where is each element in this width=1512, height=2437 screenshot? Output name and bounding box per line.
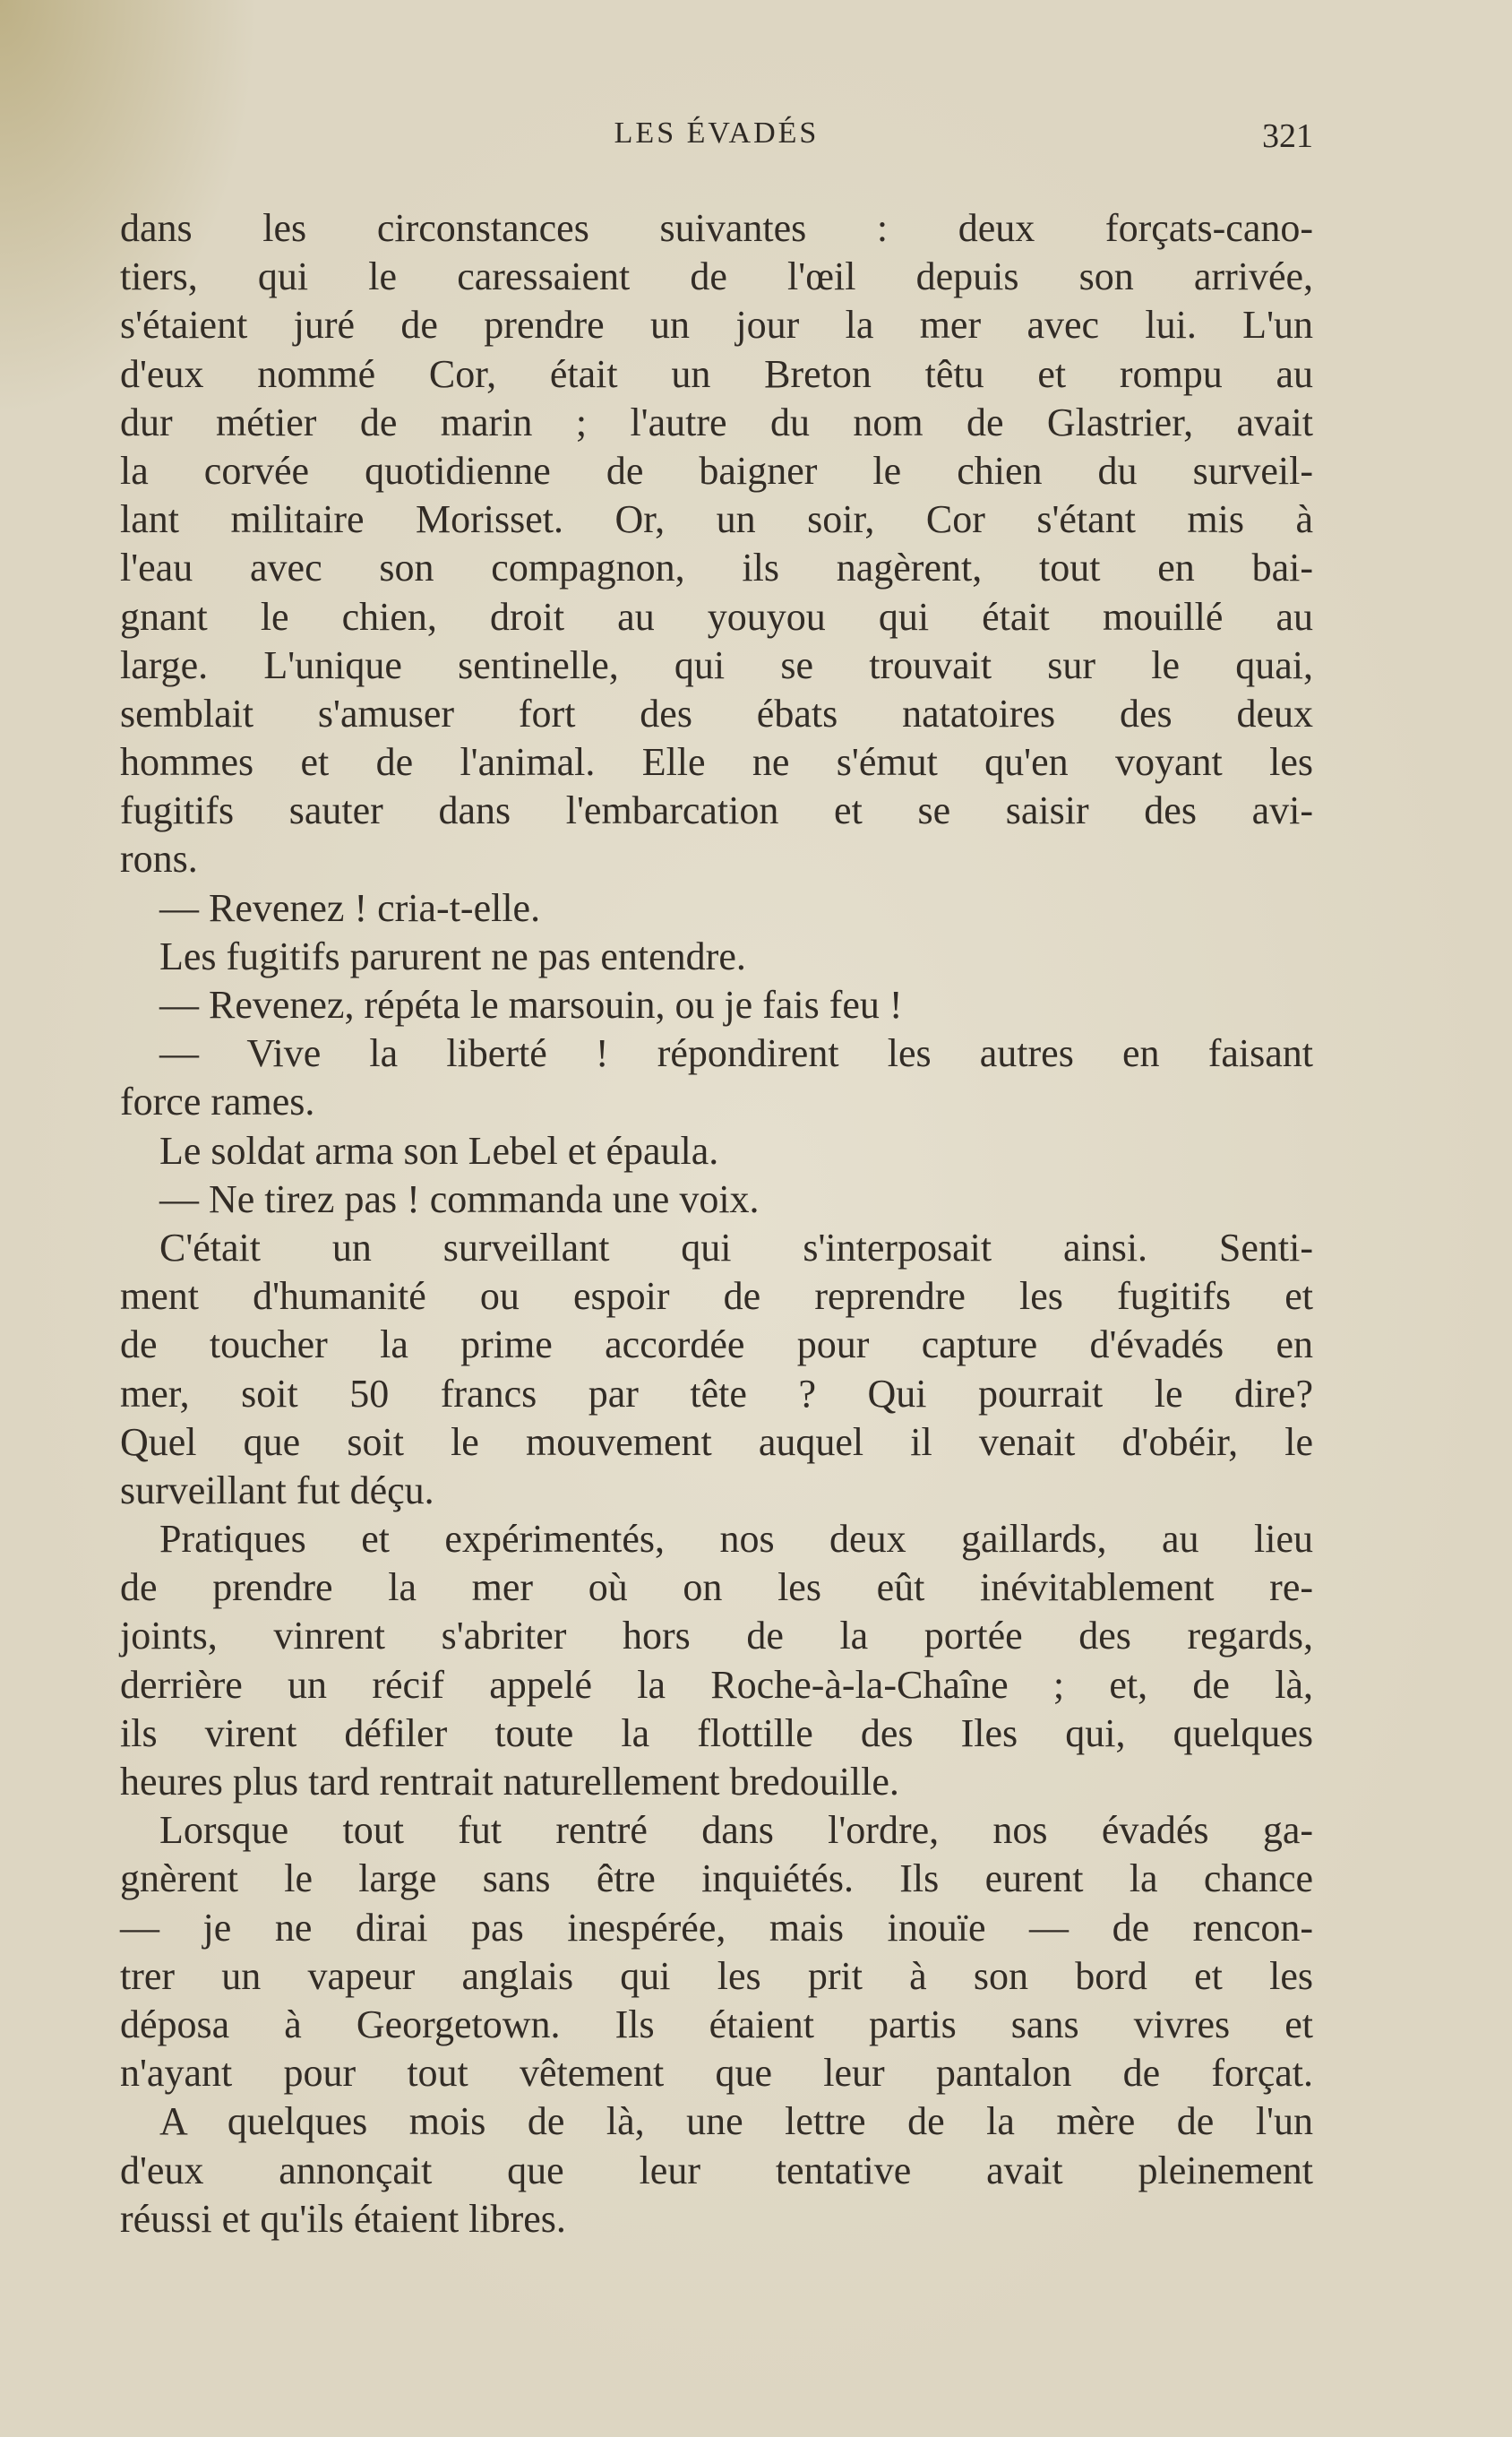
text-line: heures plus tard rentrait naturellement bredouille.: [120, 1760, 899, 1804]
body-text: [120, 204, 1313, 2243]
text-line: gnèrent le large sans être inquiétés. Ils eurent la chance: [120, 1856, 1313, 1901]
page-number: 321: [1262, 117, 1313, 155]
text-line: lant militaire Morisset. Or, un soir, Cor s'étant mis à: [120, 497, 1313, 542]
text-line: Le soldat arma son Lebel et épaula.: [159, 1128, 719, 1173]
text-line: fugitifs sauter dans l'embarcation et se saisir des avi-: [120, 788, 1313, 833]
text-line: semblait s'amuser fort des ébats natatoires des deux: [120, 691, 1313, 736]
text-line: Quel que soit le mouvement auquel il venait d'obéir, le: [120, 1419, 1313, 1464]
text-line: de toucher la prime accordée pour capture d'évadés en: [120, 1322, 1313, 1367]
text-line: large. L'unique sentinelle, qui se trouvait sur le quai,: [120, 642, 1313, 687]
text-line: surveillant fut déçu.: [120, 1468, 434, 1512]
text-line: la corvée quotidienne de baigner le chien du surveil-: [120, 448, 1313, 493]
text-line: trer un vapeur anglais qui les prit à son bord et les: [120, 1953, 1313, 1998]
text-line: gnant le chien, droit au youyou qui était mouillé au: [120, 594, 1313, 639]
text-line: derrière un récif appelé la Roche-à-la-Chaîne ; et, de là,: [120, 1662, 1313, 1707]
text-line: n'ayant pour tout vêtement que leur pantalon de forçat.: [120, 2051, 1313, 2096]
text-line: de prendre la mer où on les eût inévitablement re-: [120, 1565, 1313, 1610]
text-line: — Revenez, répéta le marsouin, ou je fais feu !: [159, 983, 903, 1027]
text-line: d'eux annonçait que leur tentative avait pleinement: [120, 2148, 1313, 2192]
running-head: [120, 116, 1313, 161]
text-line: Pratiques et expérimentés, nos deux gaillards, au lieu: [159, 1517, 1313, 1562]
text-line: joints, vinrent s'abriter hors de la portée des regards,: [120, 1614, 1313, 1658]
text-line: hommes et de l'animal. Elle ne s'émut qu'en voyant les: [120, 740, 1313, 785]
text-line: dur métier de marin ; l'autre du nom de Glastrier, avait: [120, 400, 1313, 444]
text-line: A quelques mois de là, une lettre de la mère de l'un: [159, 2099, 1313, 2144]
text-line: rons.: [120, 837, 198, 882]
text-line: Les fugitifs parurent ne pas entendre.: [159, 934, 746, 978]
running-title: LES ÉVADÉS: [614, 116, 820, 150]
text-line: tiers, qui le caressaient de l'œil depuis son arrivée,: [120, 254, 1313, 299]
text-line: Lorsque tout fut rentré dans l'ordre, nos évadés ga-: [159, 1808, 1313, 1853]
text-line: force rames.: [120, 1080, 315, 1124]
text-line: — Ne tirez pas ! commanda une voix.: [159, 1176, 760, 1221]
text-line: ment d'humanité ou espoir de reprendre les fugitifs et: [120, 1274, 1313, 1319]
text-line: réussi et qu'ils étaient libres.: [120, 2196, 566, 2241]
text-line: s'étaient juré de prendre un jour la mer avec lui. L'un: [120, 303, 1313, 348]
text-line: ils virent défiler toute la flottille des Iles qui, quelques: [120, 1710, 1313, 1755]
text-line: mer, soit 50 francs par tête ? Qui pourrait le dire?: [120, 1371, 1313, 1416]
text-line: dans les circonstances suivantes : deux forçats-cano-: [120, 206, 1313, 250]
text-line: l'eau avec son compagnon, ils nagèrent, tout en bai-: [120, 546, 1313, 590]
text-line: — Revenez ! cria-t-elle.: [159, 885, 541, 930]
text-line: — je ne dirai pas inespérée, mais inouïe — de rencon-: [120, 1905, 1313, 1950]
text-line: d'eux nommé Cor, était un Breton têtu et rompu au: [120, 351, 1313, 396]
text-line: C'était un surveillant qui s'interposait ainsi. Senti-: [159, 1225, 1313, 1270]
text-line: déposa à Georgetown. Ils étaient partis sans vivres et: [120, 2002, 1313, 2046]
text-line: — Vive la liberté ! répondirent les autres en faisant: [159, 1031, 1313, 1076]
